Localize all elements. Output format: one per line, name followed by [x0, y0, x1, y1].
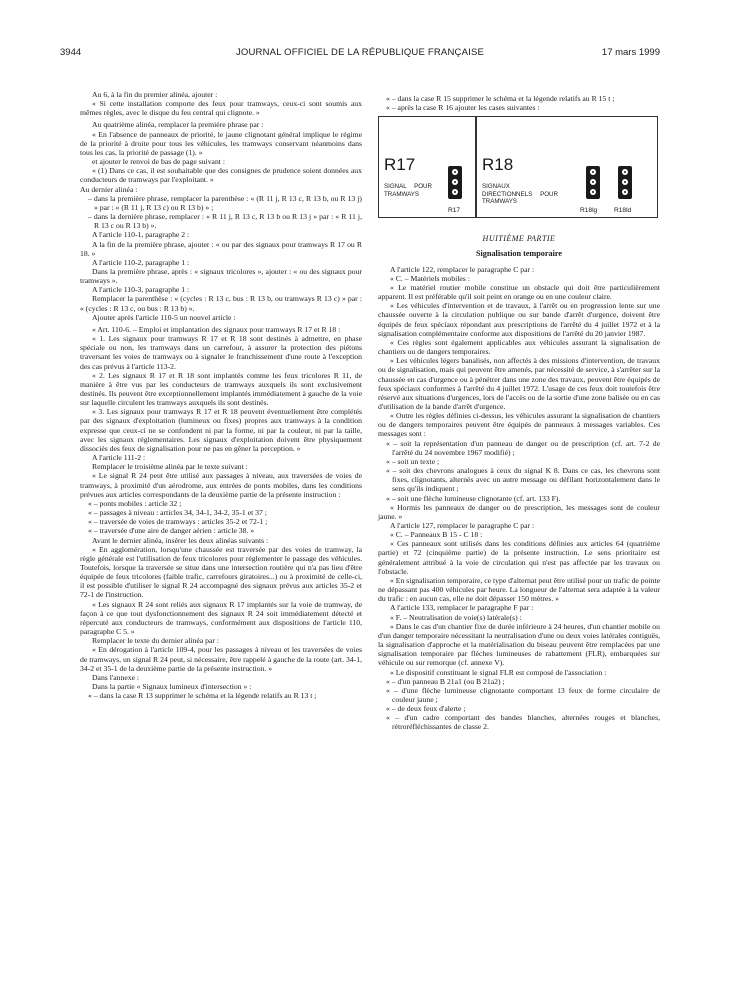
paragraph: Dans la première phrase, après : « signaux tricolores », ajouter : « ou des signaux pour tramways ».	[80, 266, 362, 286]
paragraph: « En signalisation temporaire, ce type d'alternat peut être utilisé pour un trafic de pointe ne dépassant pas 400 véhicules par heure. La longueur de l'alternat sera adaptée à la valeur du trafic : en aucun cas, elle ne doit dépasser 150 mètres. »	[378, 575, 660, 604]
paragraph: « Le signal R 24 peut être utilisé aux passages à niveau, aux traversées de voies de tramways, à proximité d'un aérodrome, aux entrées de ponts mobiles, dans les conditions prévues aux articles correspondants de la deuxième partie de la présente instruction :	[80, 471, 362, 499]
paragraph: « – traversée de voies de tramways : articles 35-2 et 72-1 ;	[88, 517, 268, 527]
paragraph: et ajouter le renvoi de bas de page suivant :	[92, 157, 225, 167]
right-column	[378, 94, 660, 732]
paragraph: « Les véhicules d'intervention et de travaux, à l'arrêt ou en progression lente sur une chaussée ouverte à la circulation publique ou sur bande d'arrêt d'urgence, doivent être équipés de feux spéciaux répondant aux prescriptions de l'arrêté du 4 juillet 1972 et à la signalisation complémentaire conforme aux dispositions de l'arrêté du 20 janvier 1987.	[378, 301, 660, 338]
paragraph: A l'article 110-1, paragraphe 2 :	[92, 230, 190, 240]
paragraph: A l'article 127, remplacer le paragraphe C par :	[390, 521, 535, 530]
paragraph: Au dernier alinéa :	[80, 184, 138, 194]
paragraph: A l'article 122, remplacer le paragraphe C par :	[390, 264, 535, 274]
paragraph: A la fin de la première phrase, ajouter : « ou par des signaux pour tramways R 17 ou R 18. »	[80, 239, 362, 258]
paragraph: Dans l'annexe :	[92, 672, 140, 682]
signal-figure	[378, 116, 660, 224]
paragraph: A l'article 111-2 :	[92, 453, 146, 463]
section-heading: Signalisation temporaire	[475, 249, 563, 259]
paragraph: « Outre les règles définies ci-dessus, les véhicules assurant la signalisation de chantiers ou de dangers temporaires peuvent être équipés de panneaux à messages variables. Ces messages sont :	[378, 411, 660, 439]
paragraph: « – passages à niveau : articles 34, 34-1, 34-2, 35-1 et 37 ;	[88, 508, 267, 518]
tram-right-signal-icon	[618, 166, 632, 199]
paragraph: « – après la case R 16 ajouter les cases suivantes :	[386, 103, 540, 113]
paragraph: « – de deux feux d'alerte ;	[386, 704, 466, 714]
r18-code: R18	[482, 155, 514, 175]
paragraph: « Le dispositif constituant le signal FLR est composé de l'association :	[390, 667, 607, 677]
paragraph: Au quatrième alinéa, remplacer la première phrase par :	[92, 120, 264, 130]
paragraph: « – d'une flèche lumineuse clignotante comportant 13 feux de forme circulaire de couleur jaune ;	[386, 685, 660, 704]
paragraph: « Ces règles sont également applicables aux véhicules assurant la signalisation de chantiers ou de dangers temporaires.	[378, 337, 660, 357]
paragraph: « – soit des chevrons analogues à ceux du signal K 8. Dans ce cas, les chevrons sont fixes, clignotants, alternés avec un autre message ou défilant horizontalement dans le sens qu'ils indiquent ;	[386, 466, 660, 494]
paragraph: « 3. Les signaux pour tramways R 17 et R 18 peuvent éventuellement être complétés par des signaux d'exploitation (lumineux ou fixes) propres aux tramways à la condition expresse que ceux-ci ne se confondent ni par la forme, ni par la couleur, ni par la taille, avec les signaux réglementaires. Les signaux d'exploitation doivent être physiquement dissociés des feux de signalisation pour ne pas en gêner la perception. »	[80, 407, 362, 453]
paragraph: « Si cette installation comporte des feux pour tramways, ceux-ci sont soumis aux mêmes règles, avec le disque du feu central qui clignote. »	[80, 99, 362, 118]
page-header	[60, 47, 660, 59]
r18lg-label: R18lg	[580, 207, 598, 215]
paragraph: « – dans la case R 15 supprimer le schéma et la légende relatifs au R 15 t ;	[386, 94, 615, 103]
paragraph: A l'article 133, remplacer le paragraphe F par :	[390, 603, 534, 613]
paragraph: « – ponts mobiles : article 32 ;	[88, 498, 182, 508]
paragraph: « Art. 110-6. – Emploi et implantation des signaux pour tramways R 17 et R 18 :	[92, 324, 341, 334]
paragraph: « (1) Dans ce cas, il est souhaitable que des consignes de prudence soient données aux conducteurs de tramways par l'exploitant. »	[80, 166, 362, 185]
paragraph: Dans la partie « Signaux lumineux d'intersection » :	[92, 682, 252, 691]
paragraph: « – soit la représentation d'un panneau de danger ou de prescription (cf. art. 7-2 de l'arrêté du 24 novembre 1967 modifié) ;	[386, 438, 660, 457]
paragraph: « – soit un texte ;	[386, 456, 440, 466]
paragraph: « Ces panneaux sont utilisés dans les conditions définies aux articles 64 (quatrième partie) et 72 (cinquième partie) de la présente instruction. Le sens prioritaire est généralement attribué à la voie de circulation qui n'est pas affectée par les travaux ou l'obstacle.	[378, 539, 660, 576]
tram-left-signal-icon	[586, 166, 600, 199]
issue-date: 17 mars 1999	[601, 47, 660, 58]
paragraph: « Hormis les panneaux de danger ou de prescription, les messages sont de couleur jaune. »	[378, 502, 660, 521]
paragraph: « En dérogation à l'article 109-4, pour les passages à niveau et les traversées de voies de tramways, un signal R 24 peut, si nécessaire, être rappelé à gauche de la route (art. 34-1, 34-2 et 35-1 de la deuxième partie de la présente instruction. »	[80, 645, 362, 673]
paragraph: « En agglomération, lorsqu'une chaussée est traversée par des voies de tramway, la règle générale est l'utilisation de feux tricolores pour réglementer le passage des véhicules. Toutefois, lorsque la traversée se situe dans une intersection routière qui n'a pas lieu d'être équipée de feux tricolores (faible trafic, carrefours giratoires...) ou à proximité de celle-ci, il est possible d'utiliser le signal R 24 accompagné des signaux prévus aux articles 35-2 et 72-1 de l'instruction.	[80, 544, 362, 600]
paragraph: « C. – Matériels mobiles :	[390, 273, 470, 283]
paragraph: Remplacer le troisième alinéa par le texte suivant :	[92, 462, 248, 472]
paragraph: « – soit une flèche lumineuse clignotante (cf. art. 133 F).	[386, 493, 561, 503]
paragraph: « F. – Neutralisation de voie(s) latérale(s) :	[390, 612, 522, 622]
paragraph: « 2. Les signaux R 17 et R 18 sont implantés comme les feux tricolores R 11, de manière à être vus par les conducteurs de tramways auxquels ils sont exclusivement destinés. Ils peuvent être exceptionnellement implantés immédiatement à gauche de la voie sur laquelle circulent les tramways auxquels ils sont destinés.	[80, 370, 362, 408]
paragraph: A l'article 110-2, paragraphe 1 :	[92, 257, 190, 267]
paragraph: « En l'absence de panneaux de priorité, le jaune clignotant général implique le régime de la priorité à droite pour tous les véhicules, les tramways conservant néanmoins dans tous les cas, la priorité de passage (1). »	[80, 129, 362, 157]
paragraph: Remplacer la parenthèse : « (cycles : R 13 c, bus : R 13 b, ou tramways R 13 c) » par : « (cycles : R 13 c, ou bus : R 13 b) ».	[80, 294, 362, 313]
paragraph: A l'article 110-3, paragraphe 1 :	[92, 285, 190, 295]
paragraph: Ajouter après l'article 110-5 un nouvel article :	[92, 312, 236, 322]
r17-label: R17	[448, 207, 461, 215]
right-column-top	[378, 94, 660, 112]
paragraph: « – traversée d'une aire de danger aérien : article 38. »	[88, 526, 255, 536]
left-column	[80, 90, 362, 700]
paragraph: « Dans le cas d'un chantier fixe de durée inférieure à 24 heures, d'un chantier mobile ou d'un danger temporaire nécessitant la neutralisation d'une ou deux voies latérales contiguës, la signalisation d'approche et la matérialisation du biseau peuvent être remplacées par une signalisation temporaire par flèches lumineuses de rabattement (FLR), embarquées sur véhicule ou sur remorque (cf. annexe V).	[378, 621, 660, 668]
paragraph: Avant le dernier alinéa, insérer les deux alinéas suivants :	[92, 535, 269, 545]
paragraph: Remplacer le texte du dernier alinéa par :	[92, 636, 219, 646]
r17-code: R17	[384, 155, 416, 175]
paragraph: – dans la première phrase, remplacer la parenthèse : « (R 11 j, R 13 c, R 13 b, ou R 13 j) » par : « (R 11 j, R 13 c) ou R 13 b) » ;	[88, 193, 362, 212]
journal-title: JOURNAL OFFICIEL DE LA RÉPUBLIQUE FRANÇAISE	[235, 47, 485, 58]
paragraph: Au 6, à la fin du premier alinéa, ajouter :	[92, 90, 218, 99]
r17-caption: SIGNAL POUR TRAMWAYS	[384, 183, 432, 198]
page-number: 3944	[60, 47, 82, 58]
paragraph: « – d'un panneau B 21a1 (ou B 21a2) ;	[386, 676, 505, 686]
tram-signal-icon	[448, 166, 462, 199]
part-heading: HUITIÈME PARTIE	[482, 234, 556, 244]
paragraph: « Le matériel routier mobile constitue un obstacle qui doit être particulièrement apparent. Il est préférable qu'il soit peint en orange ou en une couleur claire.	[378, 282, 660, 302]
paragraph: « Les signaux R 24 sont reliés aux signaux R 17 implantés sur la voie de tramway, de façon à ce que tout dysfonctionnement des signaux R 24 soit immédiatement détecté et répercuté aux conducteurs de tramways, conformément aux dispositions de l'article 110, paragraphe C 5. »	[80, 599, 362, 637]
right-column-body	[378, 265, 660, 732]
paragraph: – dans la dernière phrase, remplacer : « R 11 j, R 13 c, R 13 b ou R 13 j » par : « R 11 j, R 13 c ou R 13 b) ».	[88, 212, 362, 231]
paragraph: « – dans la case R 13 supprimer le schéma et la légende relatifs au R 13 t ;	[88, 691, 317, 701]
r18-caption: SIGNAUX DIRECTIONNELS POUR TRAMWAYS	[482, 183, 558, 206]
paragraph: « C. – Panneaux B 15 - C 18 :	[390, 530, 483, 540]
r18ld-label: R18ld	[614, 207, 632, 215]
paragraph: « 1. Les signaux pour tramways R 17 et R 18 sont destinés à admettre, en phase spéciale ou non, les tramways dans un carrefour, à assurer la protection des piétons traversant les voies de tramways ou à signaler le franchissement d'une route à l'exception des cas prévus à l'article 113-2.	[80, 334, 362, 371]
paragraph: « – d'un cadre comportant des bandes blanches, alternées rouges et blanches, rétroréfléchissantes de classe 2.	[386, 713, 660, 732]
paragraph: « Les véhicules légers banalisés, non affectés à des missions d'intervention, de travaux ou de signalisation, mais qui peuvent être amenés, par nécessité de service, à s'arrêter sur la chaussée en cas d'urgence ou à pénétrer dans une zone des travaux, peuvent être équipés de feux spéciaux conformes à l'arrêté du 4 juillet 1972. L'usage de ces feux doit toutefois être réservé aux situations d'urgences, lors de l'accès ou de la sortie d'une zone balisée ou en cas d'utilisation de la bande d'arrêt d'urgence.	[378, 356, 660, 411]
